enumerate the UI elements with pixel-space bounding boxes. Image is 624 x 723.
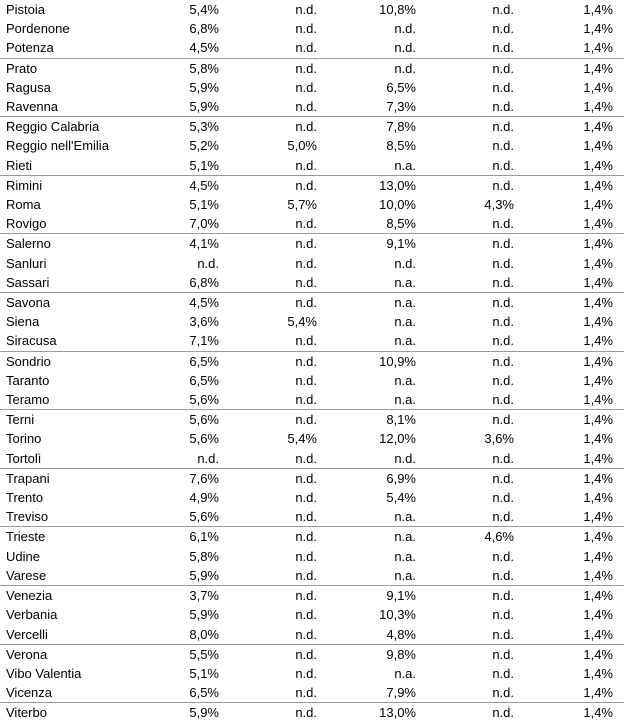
city-cell: Savona xyxy=(0,293,140,313)
city-cell: Teramo xyxy=(6,392,50,408)
value-cell: 4,5% xyxy=(140,175,219,195)
value-cell: 6,1% xyxy=(140,527,219,547)
value-cell: n.d. xyxy=(492,99,514,115)
value-cell: n.d. xyxy=(492,548,514,564)
value-cell: 1,4% xyxy=(514,703,624,723)
value-cell: 13,0% xyxy=(317,703,416,723)
value-cell: n.a. xyxy=(394,509,416,525)
value-cell: n.d. xyxy=(295,255,317,271)
table-row xyxy=(0,644,624,664)
value-cell: 1,4% xyxy=(514,293,624,313)
value-cell: n.d. xyxy=(219,234,317,254)
value-cell: 10,3% xyxy=(379,607,416,623)
value-cell: n.d. xyxy=(416,410,514,430)
value-cell: n.d. xyxy=(295,685,317,701)
city-cell: Ravenna xyxy=(6,99,59,115)
value-cell: 5,1% xyxy=(189,197,219,213)
value-cell: 4,5% xyxy=(140,293,219,313)
value-cell: 4,9% xyxy=(189,490,219,506)
value-cell: n.d. xyxy=(219,527,317,547)
value-cell: 1,4% xyxy=(583,2,613,17)
value-cell: n.d. xyxy=(295,2,317,17)
value-cell: 9,8% xyxy=(317,644,416,664)
table-row xyxy=(0,136,624,155)
value-cell: 5,6% xyxy=(189,509,219,525)
city-cell: Venezia xyxy=(0,586,140,606)
table-row xyxy=(0,703,624,723)
value-cell: 5,6% xyxy=(189,431,219,447)
value-cell: n.d. xyxy=(394,40,416,56)
value-cell: 5,4% xyxy=(386,490,416,506)
city-cell: Roma xyxy=(6,197,41,213)
value-cell: n.d. xyxy=(219,586,317,606)
value-cell: n.d. xyxy=(219,58,317,78)
table-row xyxy=(0,449,624,469)
value-cell: 9,1% xyxy=(317,234,416,254)
value-cell: 1,4% xyxy=(583,548,613,564)
value-cell: 3,6% xyxy=(484,431,514,447)
value-cell: n.d. xyxy=(492,509,514,525)
value-cell: n.d. xyxy=(416,703,514,723)
table-row xyxy=(0,468,624,488)
value-cell: 5,1% xyxy=(189,665,219,681)
value-cell: 1,4% xyxy=(583,392,613,408)
value-cell: 8,5% xyxy=(386,138,416,154)
city-cell: Udine xyxy=(6,548,40,564)
value-cell: 5,8% xyxy=(189,548,219,564)
table-row xyxy=(0,664,624,683)
value-cell: 5,1% xyxy=(189,157,219,173)
table-row xyxy=(0,605,624,624)
value-cell: 13,0% xyxy=(317,175,416,195)
value-cell: n.d. xyxy=(416,293,514,313)
city-cell: Treviso xyxy=(6,509,49,525)
value-cell: n.d. xyxy=(416,644,514,664)
value-cell: 1,4% xyxy=(583,333,613,349)
value-cell: n.d. xyxy=(492,216,514,232)
table-row xyxy=(0,117,624,137)
value-cell: n.d. xyxy=(492,314,514,330)
table-row xyxy=(0,625,624,645)
city-cell: Vicenza xyxy=(6,685,53,701)
value-cell: n.d. xyxy=(295,99,317,115)
value-cell: n.a. xyxy=(394,665,416,681)
table-row xyxy=(0,156,624,176)
city-cell: Siracusa xyxy=(6,333,57,349)
city-cell: Potenza xyxy=(6,40,54,56)
city-cell: Verona xyxy=(0,644,140,664)
value-cell: n.d. xyxy=(416,468,514,488)
city-cell: Ragusa xyxy=(6,79,51,95)
value-cell: n.d. xyxy=(295,274,317,290)
table-row xyxy=(0,410,624,430)
value-cell: 1,4% xyxy=(514,586,624,606)
city-cell: Sondrio xyxy=(0,351,140,371)
value-cell: n.d. xyxy=(219,703,317,723)
value-cell: n.d. xyxy=(492,607,514,623)
value-cell: 8,1% xyxy=(317,410,416,430)
value-cell: 1,4% xyxy=(583,274,613,290)
value-cell: n.d. xyxy=(492,626,514,642)
value-cell: 3,7% xyxy=(140,586,219,606)
value-cell: 10,9% xyxy=(317,351,416,371)
value-cell: 6,9% xyxy=(317,468,416,488)
value-cell: 6,5% xyxy=(189,685,219,701)
value-cell: 1,4% xyxy=(583,138,613,154)
value-cell: 1,4% xyxy=(514,117,624,137)
value-cell: 5,6% xyxy=(189,392,219,408)
value-cell: 5,9% xyxy=(189,607,219,623)
value-cell: n.d. xyxy=(197,450,219,466)
value-cell: 10,8% xyxy=(379,2,416,17)
value-cell: n.d. xyxy=(492,274,514,290)
value-cell: 1,4% xyxy=(583,40,613,56)
value-cell: 1,4% xyxy=(583,626,613,642)
value-cell: 6,8% xyxy=(189,274,219,290)
value-cell: 5,3% xyxy=(140,117,219,137)
table-row xyxy=(0,58,624,78)
city-cell: Salerno xyxy=(0,234,140,254)
value-cell: n.d. xyxy=(492,490,514,506)
value-cell: n.a. xyxy=(317,293,416,313)
table-row xyxy=(0,331,624,351)
value-cell: n.d. xyxy=(197,255,219,271)
value-cell: 1,4% xyxy=(514,468,624,488)
value-cell: n.d. xyxy=(295,333,317,349)
value-cell: 4,5% xyxy=(189,40,219,56)
value-cell: n.d. xyxy=(492,79,514,95)
value-cell: 1,4% xyxy=(514,351,624,371)
value-cell: n.d. xyxy=(394,450,416,466)
value-cell: n.d. xyxy=(416,58,514,78)
value-cell: 8,0% xyxy=(189,626,219,642)
value-cell: 4,8% xyxy=(386,626,416,642)
value-cell: 6,5% xyxy=(386,79,416,95)
value-cell: n.d. xyxy=(394,255,416,271)
city-cell: Varese xyxy=(6,567,47,583)
value-cell: n.d. xyxy=(492,333,514,349)
value-cell: 5,7% xyxy=(287,197,317,213)
table-row xyxy=(0,293,624,313)
value-cell: 1,4% xyxy=(583,490,613,506)
value-cell: 7,1% xyxy=(189,333,219,349)
value-cell: 1,4% xyxy=(583,157,613,173)
table-row xyxy=(0,38,624,58)
value-cell: 5,4% xyxy=(287,431,317,447)
value-cell: n.d. xyxy=(295,392,317,408)
city-cell: Rimini xyxy=(0,175,140,195)
value-cell: 1,4% xyxy=(583,314,613,330)
value-cell: 5,8% xyxy=(140,58,219,78)
value-cell: 1,4% xyxy=(583,255,613,271)
value-cell: 7,3% xyxy=(386,99,416,115)
value-cell: 5,0% xyxy=(287,138,317,154)
value-cell: n.d. xyxy=(492,21,514,37)
value-cell: n.d. xyxy=(295,607,317,623)
city-cell: Siena xyxy=(6,314,40,330)
value-cell: 7,6% xyxy=(140,468,219,488)
table-row xyxy=(0,351,624,371)
value-cell: 1,4% xyxy=(514,644,624,664)
city-cell: Reggio nell'Emilia xyxy=(6,138,109,154)
value-cell: n.d. xyxy=(295,567,317,583)
value-cell: n.d. xyxy=(416,351,514,371)
value-cell: n.d. xyxy=(492,255,514,271)
table-row xyxy=(0,390,624,410)
value-cell: 10,0% xyxy=(379,197,416,213)
table-row xyxy=(0,175,624,195)
value-cell: 1,4% xyxy=(583,567,613,583)
value-cell: n.d. xyxy=(295,450,317,466)
table-row xyxy=(0,97,624,117)
value-cell: n.a. xyxy=(394,314,416,330)
table-row xyxy=(0,527,624,547)
value-cell: n.a. xyxy=(394,548,416,564)
city-cell: Verbania xyxy=(6,607,58,623)
table-row xyxy=(0,312,624,331)
city-cell: Tortolì xyxy=(6,450,42,466)
value-cell: n.d. xyxy=(295,157,317,173)
city-cell: Taranto xyxy=(6,372,50,388)
value-cell: 5,4% xyxy=(189,2,219,17)
table-row xyxy=(0,0,624,19)
value-cell: n.d. xyxy=(416,175,514,195)
value-cell: 7,0% xyxy=(189,216,219,232)
value-cell: n.d. xyxy=(317,58,416,78)
value-cell: 6,5% xyxy=(189,372,219,388)
table-row xyxy=(0,683,624,703)
value-cell: 1,4% xyxy=(583,79,613,95)
value-cell: 1,4% xyxy=(514,234,624,254)
value-cell: 1,4% xyxy=(583,197,613,213)
value-cell: 4,1% xyxy=(140,234,219,254)
table-row xyxy=(0,78,624,97)
value-cell: 5,9% xyxy=(189,79,219,95)
city-cell: Vercelli xyxy=(6,626,48,642)
value-cell: n.d. xyxy=(219,293,317,313)
value-cell: n.d. xyxy=(492,392,514,408)
value-cell: n.d. xyxy=(295,548,317,564)
value-cell: 1,4% xyxy=(583,21,613,37)
value-cell: n.d. xyxy=(295,21,317,37)
value-cell: 5,4% xyxy=(287,314,317,330)
city-cell: Rovigo xyxy=(6,216,47,232)
value-cell: n.d. xyxy=(416,586,514,606)
table-row xyxy=(0,371,624,390)
value-cell: n.d. xyxy=(219,351,317,371)
value-cell: n.d. xyxy=(492,138,514,154)
value-cell: 5,2% xyxy=(189,138,219,154)
table-row xyxy=(0,19,624,38)
value-cell: n.d. xyxy=(416,234,514,254)
city-cell: Terni xyxy=(0,410,140,430)
value-cell: 6,8% xyxy=(189,21,219,37)
city-cell: Trieste xyxy=(0,527,140,547)
value-cell: n.a. xyxy=(394,157,416,173)
city-cell: Trento xyxy=(6,490,44,506)
value-cell: n.d. xyxy=(492,665,514,681)
value-cell: 1,4% xyxy=(583,216,613,232)
value-cell: n.d. xyxy=(295,216,317,232)
value-cell: 8,5% xyxy=(386,216,416,232)
value-cell: n.d. xyxy=(394,21,416,37)
value-cell: n.d. xyxy=(219,644,317,664)
value-cell: n.d. xyxy=(492,372,514,388)
value-cell: 5,5% xyxy=(140,644,219,664)
table-row xyxy=(0,234,624,254)
value-cell: 4,6% xyxy=(416,527,514,547)
city-cell: Sassari xyxy=(6,274,50,290)
value-cell: n.d. xyxy=(492,685,514,701)
value-cell: n.d. xyxy=(416,117,514,137)
city-cell: Vibo Valentia xyxy=(6,665,82,681)
value-cell: 1,4% xyxy=(514,175,624,195)
value-cell: n.d. xyxy=(492,450,514,466)
value-cell: n.d. xyxy=(219,175,317,195)
value-cell: 1,4% xyxy=(583,607,613,623)
city-cell: Reggio Calabria xyxy=(0,117,140,137)
table-row xyxy=(0,273,624,293)
value-cell: n.d. xyxy=(295,79,317,95)
table-row xyxy=(0,547,624,566)
city-cell: Rieti xyxy=(6,157,33,173)
value-cell: 7,9% xyxy=(386,685,416,701)
value-cell: 3,6% xyxy=(189,314,219,330)
value-cell: 12,0% xyxy=(379,431,416,447)
value-cell: 5,6% xyxy=(140,410,219,430)
city-cell: Pistoia xyxy=(6,2,46,17)
city-cell: Torino xyxy=(6,431,42,447)
value-cell: 1,4% xyxy=(583,685,613,701)
value-cell: n.d. xyxy=(295,509,317,525)
value-cell: n.d. xyxy=(295,40,317,56)
value-cell: n.d. xyxy=(295,626,317,642)
value-cell: 9,1% xyxy=(317,586,416,606)
value-cell: 4,3% xyxy=(484,197,514,213)
table-row xyxy=(0,586,624,606)
table-row xyxy=(0,566,624,586)
city-cell: Prato xyxy=(0,58,140,78)
value-cell: 1,4% xyxy=(514,58,624,78)
value-cell: n.a. xyxy=(394,567,416,583)
value-cell: 1,4% xyxy=(514,410,624,430)
value-cell: 1,4% xyxy=(583,372,613,388)
value-cell: 1,4% xyxy=(583,509,613,525)
table-row xyxy=(0,214,624,234)
value-cell: n.d. xyxy=(219,410,317,430)
table-row xyxy=(0,429,624,448)
value-cell: n.d. xyxy=(492,567,514,583)
value-cell: n.a. xyxy=(394,392,416,408)
value-cell: 1,4% xyxy=(583,665,613,681)
value-cell: n.a. xyxy=(394,372,416,388)
value-cell: 1,4% xyxy=(583,431,613,447)
value-cell: 1,4% xyxy=(583,450,613,466)
table-row xyxy=(0,507,624,527)
value-cell: n.d. xyxy=(219,117,317,137)
value-cell: n.d. xyxy=(219,468,317,488)
value-cell: n.d. xyxy=(492,2,514,17)
value-cell: 1,4% xyxy=(583,99,613,115)
value-cell: n.a. xyxy=(394,333,416,349)
city-cell: Trapani xyxy=(0,468,140,488)
value-cell: n.d. xyxy=(295,490,317,506)
value-cell: 1,4% xyxy=(514,527,624,547)
value-cell: n.a. xyxy=(394,274,416,290)
table-row xyxy=(0,488,624,507)
value-cell: 5,9% xyxy=(189,567,219,583)
value-cell: n.d. xyxy=(492,157,514,173)
value-cell: n.a. xyxy=(317,527,416,547)
value-cell: 5,9% xyxy=(189,99,219,115)
table-row xyxy=(0,195,624,214)
table-row xyxy=(0,254,624,273)
value-cell: n.d. xyxy=(295,372,317,388)
value-cell: 7,8% xyxy=(317,117,416,137)
city-cell: Sanluri xyxy=(6,255,47,271)
city-cell: Viterbo xyxy=(0,703,140,723)
value-cell: n.d. xyxy=(492,40,514,56)
value-cell: 6,5% xyxy=(140,351,219,371)
value-cell: 5,9% xyxy=(140,703,219,723)
value-cell: n.d. xyxy=(295,665,317,681)
city-cell: Pordenone xyxy=(6,21,70,37)
